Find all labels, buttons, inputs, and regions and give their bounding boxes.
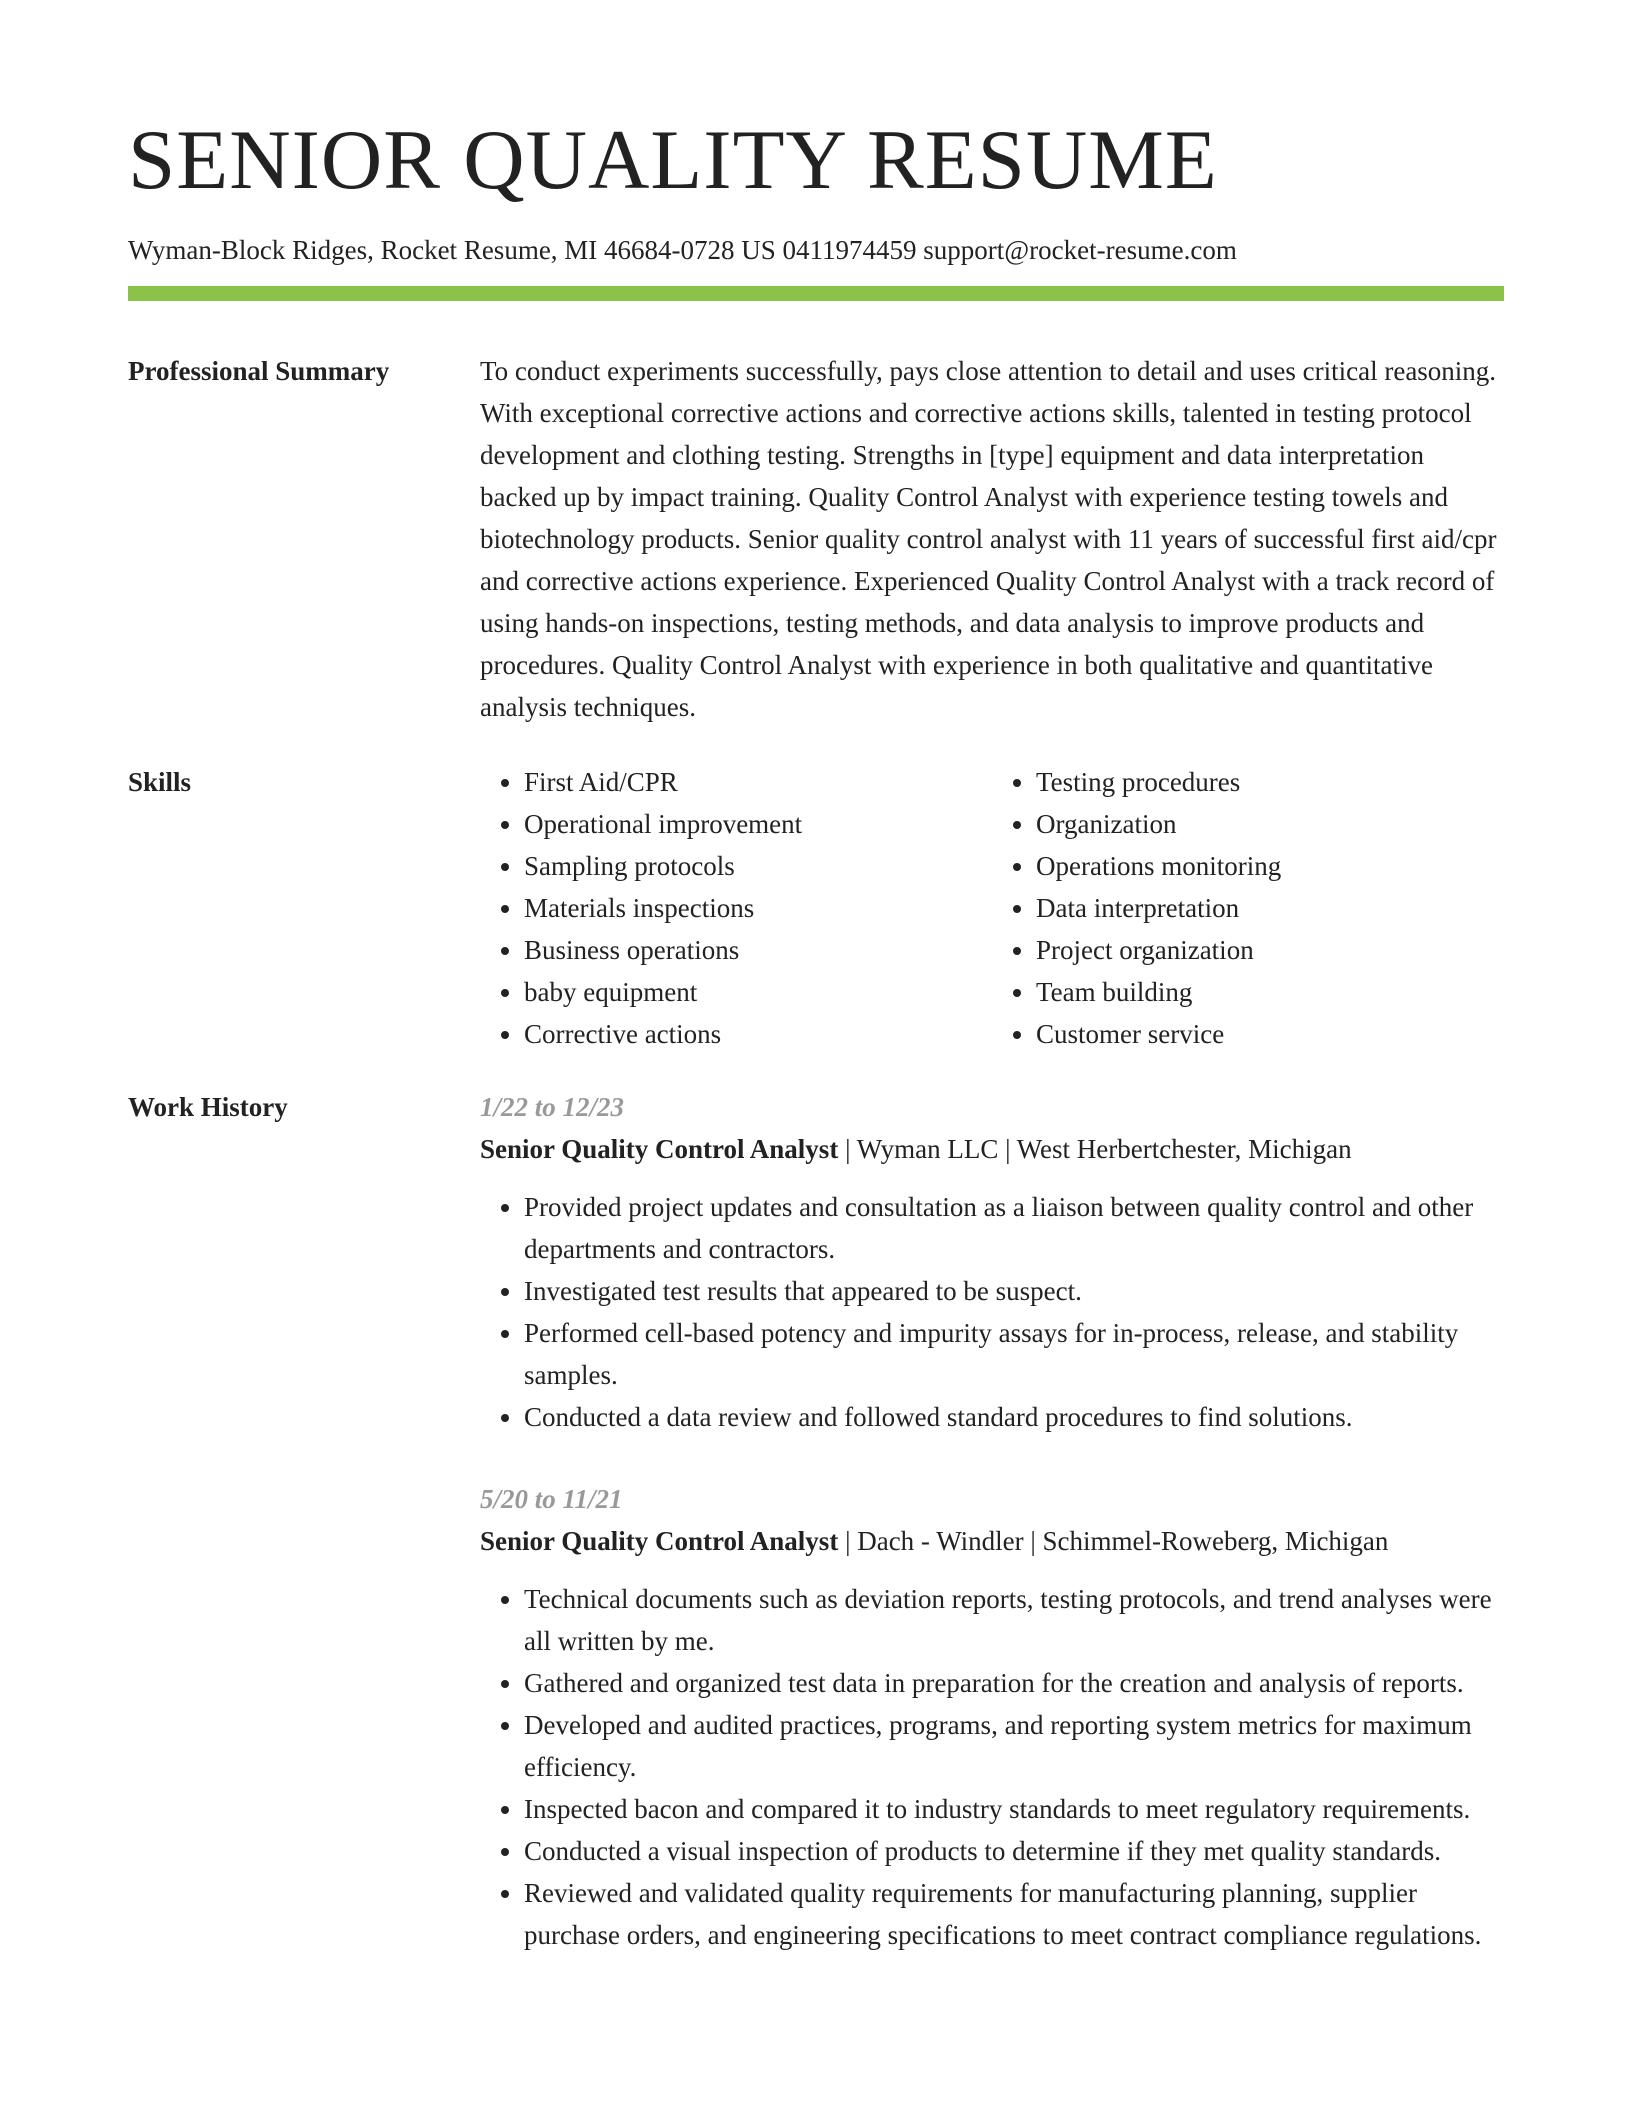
job-title: Senior Quality Control Analyst bbox=[480, 1526, 839, 1556]
skills-column-left bbox=[480, 761, 992, 1055]
skill-item: • Operations monitoring bbox=[1036, 845, 1504, 887]
job-bullet: • Conducted a visual inspection of products to determine if they met quality standards. bbox=[524, 1830, 1504, 1872]
job-bullet: • Developed and audited practices, programs, and reporting system metrics for maximum efficiency. bbox=[524, 1704, 1504, 1788]
job-title-line bbox=[480, 1128, 1504, 1170]
job-bullet: • Performed cell-based potency and impurity assays for in-process, release, and stability samples. bbox=[524, 1312, 1504, 1396]
job-entry bbox=[480, 1086, 1504, 1438]
work-history-body bbox=[480, 1086, 1504, 1996]
job-title-line bbox=[480, 1520, 1504, 1562]
skill-item: • Sampling protocols bbox=[524, 845, 992, 887]
skills-heading: Skills bbox=[128, 767, 192, 797]
job-bullet: • Technical documents such as deviation reports, testing protocols, and trend analyses were all written by me. bbox=[524, 1578, 1504, 1662]
job-bullet: • Reviewed and validated quality requirements for manufacturing planning, supplier purchase orders, and engineering specifications to meet contract compliance regulations. bbox=[524, 1872, 1504, 1956]
job-bullet: • Conducted a data review and followed standard procedures to find solutions. bbox=[524, 1396, 1504, 1438]
skill-item: • Materials inspections bbox=[524, 887, 992, 929]
skill-item: • Data interpretation bbox=[1036, 887, 1504, 929]
resume-title: SENIOR QUALITY RESUME bbox=[128, 113, 1218, 207]
summary-text: To conduct experiments successfully, pays close attention to detail and uses critical reasoning. With exceptional corrective actions and corrective actions skills, talented in testing protocol development and clothing testing. Strengths in [type] equipment and data interpretation backed up by impact training. Quality Control Analyst with experience testing towels and biotechnology products. Senior quality control analyst with 11 years of successful first aid/cpr and corrective actions experience. Experienced Quality Control Analyst with a track record of using hands-on inspections, testing methods, and data analysis to improve products and procedures. Quality Control Analyst with experience in both qualitative and quantitative analysis techniques. bbox=[480, 356, 1497, 722]
contact-info: Wyman-Block Ridges, Rocket Resume, MI 46684-0728 US 0411974459 support@rocket-resume.com bbox=[128, 235, 1237, 265]
job-bullet: • Gathered and organized test data in preparation for the creation and analysis of reports. bbox=[524, 1662, 1504, 1704]
skills-column-right bbox=[992, 761, 1504, 1055]
skill-item: • Operational improvement bbox=[524, 803, 992, 845]
skill-item: • Organization bbox=[1036, 803, 1504, 845]
job-entry bbox=[480, 1478, 1504, 1956]
job-bullet: • Investigated test results that appeared to be suspect. bbox=[524, 1270, 1504, 1312]
job-dates: 1/22 to 12/23 bbox=[480, 1092, 625, 1122]
job-employer-location: | Dach - Windler | Schimmel-Roweberg, Michigan bbox=[838, 1526, 1389, 1556]
skill-item: • First Aid/CPR bbox=[524, 761, 992, 803]
job-title: Senior Quality Control Analyst bbox=[480, 1134, 839, 1164]
job-bullets bbox=[480, 1186, 1504, 1438]
summary-heading: Professional Summary bbox=[128, 356, 390, 386]
header-divider bbox=[128, 286, 1504, 301]
work-history-heading: Work History bbox=[128, 1092, 288, 1122]
skill-item: • Business operations bbox=[524, 929, 992, 971]
skill-item: • Corrective actions bbox=[524, 1013, 992, 1055]
job-bullets bbox=[480, 1578, 1504, 1956]
job-employer-location: | Wyman LLC | West Herbertchester, Michigan bbox=[838, 1134, 1352, 1164]
skill-item: • Team building bbox=[1036, 971, 1504, 1013]
skill-item: • Project organization bbox=[1036, 929, 1504, 971]
skill-item: • baby equipment bbox=[524, 971, 992, 1013]
summary-body bbox=[480, 350, 1504, 728]
skills-list bbox=[480, 761, 1504, 1055]
job-bullet: • Inspected bacon and compared it to industry standards to meet regulatory requirements. bbox=[524, 1788, 1504, 1830]
skill-item: • Testing procedures bbox=[1036, 761, 1504, 803]
job-dates: 5/20 to 11/21 bbox=[480, 1484, 623, 1514]
job-bullet: • Provided project updates and consultation as a liaison between quality control and other departments and contractors. bbox=[524, 1186, 1504, 1270]
skill-item: • Customer service bbox=[1036, 1013, 1504, 1055]
